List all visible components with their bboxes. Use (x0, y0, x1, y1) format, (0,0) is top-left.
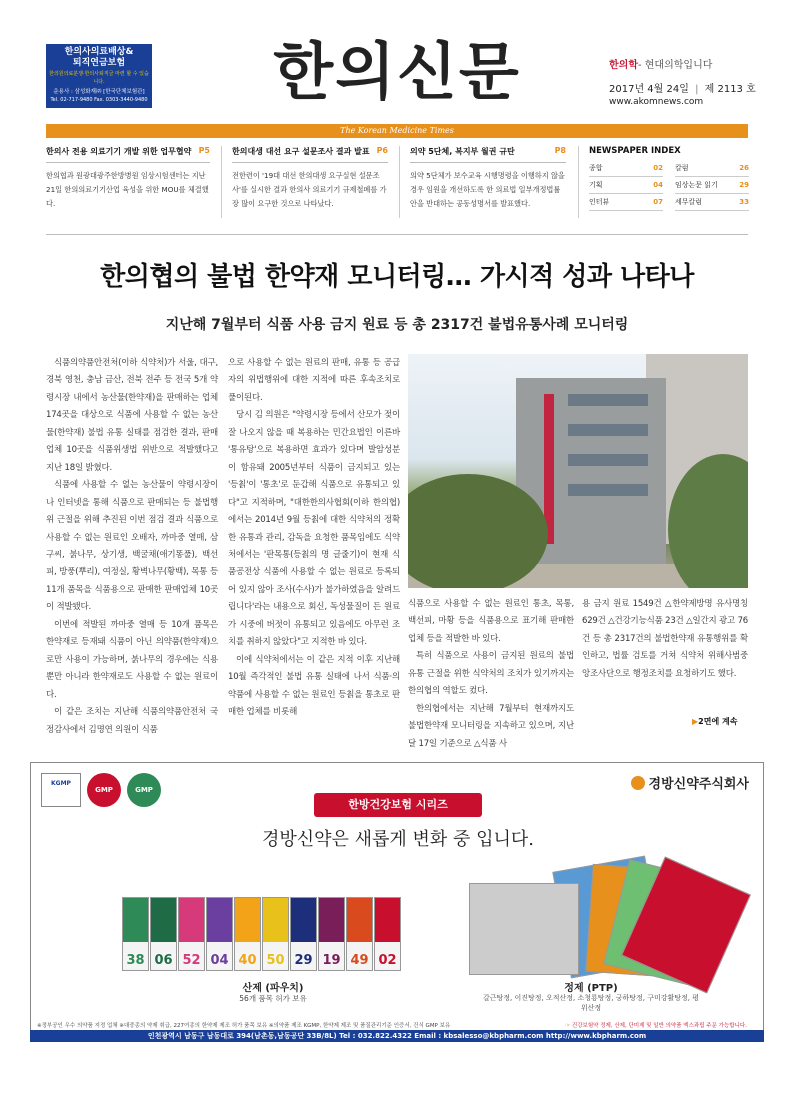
powder-box (150, 897, 177, 971)
tablet-packs-image (469, 863, 739, 975)
powder-box-color (375, 898, 400, 942)
powder-product-boxes (122, 897, 401, 971)
powder-box-color (207, 898, 232, 942)
triangle-right-icon: ▶ (692, 717, 699, 726)
index-item[interactable] (589, 160, 663, 177)
index-item-page: 02 (653, 164, 663, 172)
powder-box (262, 897, 289, 971)
index-item-page: 04 (653, 181, 663, 189)
index-item-name: 종합 (589, 164, 603, 172)
index-item-page: 33 (739, 198, 749, 206)
insurance-ad-box[interactable] (46, 44, 152, 108)
powder-box-number: 52 (179, 953, 204, 968)
gmp-badge: GMP (127, 773, 161, 807)
slogan-highlight: 한의학 (609, 60, 638, 71)
kgmp-badge: KGMP (41, 773, 81, 807)
powder-box-color (123, 898, 148, 942)
teaser-title (46, 146, 210, 163)
insurance-ad-line4: 운용사 : 삼성화재㈜ [한국단체보험관] (53, 89, 145, 95)
ad-contact-footer: 인천광역시 남동구 남동대로 394(남촌동,남동공단 33B/8L) Tel : 032.822.4322 Email : kbsalesso@kbpharm.com http://www.kbpharm.com (30, 1030, 764, 1042)
article-headline: 한의협의 불법 한약재 모니터링… 가시적 성과 나타나 (100, 262, 694, 292)
powder-box (122, 897, 149, 971)
teaser-page: P8 (554, 146, 566, 155)
site-url[interactable]: www.akomnews.com (609, 97, 704, 107)
issue-date-line: 2017년 4월 24일 | 제 2113 호 (609, 84, 756, 95)
index-item-name: 기획 (589, 181, 603, 189)
article-column-1 (46, 355, 218, 739)
building-photo (408, 354, 748, 588)
powder-box-color (291, 898, 316, 942)
article-paragraph: 식품의약품안전처(이하 식약처)가 서울, 대구, 경북 영천, 충남 금산, 전북 전주 등 전국 5개 약령시장 내에서 농산물(한약재)을 판매하는 업체 174곳을 대상으로 식품에 사용할 수 없는 농산물(한약재) 불법 유통 실태를 점검한 결과, 판매업체 10곳을 식품위생법 위반으로 적발했다고 지난 18일 밝혔다. (46, 358, 218, 473)
powder-label: 산제 (파우치) (242, 983, 304, 994)
teaser-3[interactable] (410, 146, 566, 211)
continued-link[interactable] (692, 716, 737, 727)
teaser-page: P6 (376, 146, 388, 155)
tablet-label: 정제 (PTP) (564, 983, 618, 994)
teaser-title-text: 한의대생 대선 요구 설문조사 결과 발표 (232, 147, 370, 156)
powder-box-number: 40 (235, 953, 260, 968)
article-paragraph: 용 금지 원료 1549건 △한약제방명 유사명칭 629건 △건강기능식품 23건 △일간지 광고 76건 등 총 2317건의 불법한약재 유통행위를 확인하고, 법률 검토를 거쳐 식약처 위해사범중앙조사단으로 행정조치를 요청하기도 했다. (582, 599, 748, 679)
article-column-4 (582, 596, 748, 683)
powder-box (234, 897, 261, 971)
teaser-title-text: 한의사 전용 의료기기 개발 위한 업무협약 (46, 147, 192, 156)
powder-box-number: 38 (123, 953, 148, 968)
index-item[interactable] (675, 177, 749, 194)
newspaper-index (589, 146, 749, 211)
article-subhead: 지난해 7월부터 식품 사용 금지 원료 등 총 2317건 불법유통사례 모니터링 (165, 317, 629, 333)
article-paragraph: 식품에 사용할 수 없는 농산물이 약령시장이나 인터넷을 통해 식품으로 판매되는 등 불법행위 근절을 위해 추진된 이번 점검 결과 식품으로 사용할 수 없는 원료인 오배자, 까마중 열매, 삼구씨, 붉나무, 상기생, 백굴채(애기똥풀), 백선피, 방풍(뿌리), 여정실, 황벽나무(황백), 목통 등 11개 품목을 식품용으로 판매한 판매업체 10곳이 적발됐다. (46, 480, 218, 613)
index-item-name: 세무칼럼 (675, 198, 703, 206)
teaser-2[interactable] (232, 146, 388, 211)
powder-box-number: 29 (291, 953, 316, 968)
ad-tagline: 경방신약은 새롭게 변화 중 입니다. (261, 829, 535, 850)
powder-box-color (263, 898, 288, 942)
ad-fine-print: ※정부공인 우수 의약품 지정 업체 ※대중종의 약제 취급, 227여종의 한약제 제조 허가 품목 보유 ※의약품 제조 KGMP, 한약제 제조 및 품질관리기준 인증서, 건식 GMP 보유 (37, 1023, 451, 1029)
teaser-title (410, 146, 566, 163)
ad-order-note: ☞ 건강보험약 정제, 산제, 단미제 및 일반 의약품 엑스과립 주문 가능합니다. (565, 1023, 747, 1029)
index-title: NEWSPAPER INDEX (589, 146, 681, 156)
teaser-1[interactable] (46, 146, 210, 211)
index-item[interactable] (675, 160, 749, 177)
teaser-body: 한의협과 원광대광주한방병원 임상시험센터는 지난 21일 한의의료기기산업 육성을 위한 MOU를 체결했다. (46, 171, 209, 208)
index-item[interactable] (675, 194, 749, 211)
company-name-text: 경방신약주식회사 (648, 777, 749, 792)
index-item-name: 칼럼 (675, 164, 689, 172)
issue-number: 제 2113 호 (704, 84, 756, 95)
company-logo-icon (631, 776, 645, 790)
insurance-ad-line2: 퇴직연금보험 (72, 58, 126, 68)
powder-box-color (235, 898, 260, 942)
index-item-page: 07 (653, 198, 663, 206)
powder-box-color (347, 898, 372, 942)
powder-box-number: 06 (151, 953, 176, 968)
powder-box (206, 897, 233, 971)
teaser-title (232, 146, 388, 163)
article-paragraph: 이에 식약처에서는 이 같은 지적 이후 지난해 10월 즉각적인 불법 유통 실태에 나서 식품·의약품에 사용할 수 없는 원료인 등칡을 통초로 판매한 업체를 비롯해 (228, 654, 400, 718)
english-title-bar: The Korean Medicine Times (46, 124, 748, 138)
issue-date: 2017년 4월 24일 (609, 84, 689, 95)
powder-box-color (151, 898, 176, 942)
powder-box-number: 02 (375, 953, 400, 968)
teaser-divider (399, 146, 400, 218)
masthead-slogan (609, 56, 712, 71)
index-item-name: 임상논문 읽기 (675, 181, 718, 189)
insurance-ad-line5: Tel. 02-717-9480 Fax. 0303-3440-9480 (50, 97, 148, 103)
teaser-divider (578, 146, 579, 218)
certification-badges (41, 773, 161, 807)
index-item-page: 29 (739, 181, 749, 189)
article-paragraph: 당시 김 의원은 "약령시장 등에서 산모가 젖이 잘 나오지 않을 때 복용하는 민간요법인 이른바 '통유탕'으로 복용하면 효과가 있다며 발암성분이 함유돼 2005년부터 식품이 금지되고 있는 '등칡'이 '통초'로 둔갑해 식품으로 유통되고 있다"고 지적하며, "대한한의사협회(이하 한의협)에서는 2014년 9월 등칡에 대한 식약처의 정확한 유통과 관리, 감독을 요청한 품목임에도 식약처에서는 '판목통(등칡의 명 글줄기)이 현재 식품공전상 식품에 사용할 수 없는 원료로 등록되어 있지 않아 조사(수사)가 불가하였음을 알려드립니다'라는 내용으로 회신, 독성물질이 든 원료가 시중에 버젓이 유통되고 있음에도 아무런 조치를 취하지 않았다"고 지적한 바 있다. (228, 410, 400, 648)
article-column-3 (408, 596, 574, 753)
tablet-sublabel: 갈근탕정, 이진탕정, 오적산정, 소청룡탕정, 궁하탕정, 구미강활탕정, 평위산정 (482, 994, 700, 1012)
index-item[interactable] (589, 177, 663, 194)
powder-box (290, 897, 317, 971)
article-paragraph: 이 같은 조치는 지난해 식품의약품안전처 국정감사에서 김명연 의원이 식품 (46, 707, 218, 735)
teaser-body: 의약 5단체가 보수교육 시행명령을 이행하지 않을 경우 임원을 개선하도록 한 의료법 일부개정법률안을 반대하는 공동성명서를 발표했다. (410, 171, 565, 208)
powder-box (318, 897, 345, 971)
powder-box-number: 49 (347, 953, 372, 968)
teaser-page: P5 (198, 146, 210, 155)
index-item-page: 26 (739, 164, 749, 172)
article-column-2 (228, 355, 400, 722)
insurance-ad-line1: 한의사의료배상& (64, 47, 134, 57)
teaser-title-text: 의약 5단체, 복지부 월권 규탄 (410, 147, 515, 156)
powder-sublabel: 56개 품목 허가 보유 (239, 994, 307, 1003)
powder-box (374, 897, 401, 971)
powder-box-number: 50 (263, 953, 288, 968)
continued-text: 2면에 계속 (698, 717, 738, 726)
article-paragraph: 식품으로 사용할 수 없는 원료인 통초, 목통, 백선피, 마황 등을 식품용으로 표기해 판매한 업체 등을 적발한 바 있다. (408, 599, 574, 644)
company-name (631, 773, 749, 792)
teaser-body: 전한련이 '19대 대선 한의대생 요구실현 설문조사'를 실시한 결과 한의사 의료기기 규제철폐를 가장 많이 요구한 것으로 나타났다. (232, 171, 387, 208)
powder-box (178, 897, 205, 971)
article-paragraph: 으로 사용할 수 없는 원료의 판매, 유통 등 공급자의 위법행위에 대한 지적에 따른 후속조치로 풀이된다. (228, 358, 400, 403)
teaser-divider (221, 146, 222, 218)
series-label: 한방건강보험 시리즈 (314, 793, 482, 817)
gmp-badge: GMP (87, 773, 121, 807)
insurance-ad-line3: 한의원의료분쟁·한의사퇴직금 마련 할 수 있습니다. (49, 71, 149, 85)
index-item-name: 인터뷰 (589, 198, 610, 206)
powder-box-color (179, 898, 204, 942)
index-item[interactable] (589, 194, 663, 211)
powder-box (346, 897, 373, 971)
article-paragraph: 특히 식품으로 사용이 금지된 원료의 불법 유통 근절을 위한 식약처의 조치가 있기까지는 한의협의 역할도 컸다. (408, 651, 574, 697)
article-paragraph: 한의협에서는 지난해 7월부터 현재까지도 불법한약재 모니터링을 지속하고 있으며, 지난달 17일 기준으로 △식품 사 (408, 703, 574, 749)
powder-box-number: 04 (207, 953, 232, 968)
section-divider (46, 234, 748, 235)
pharma-advertisement[interactable] (30, 762, 764, 1040)
newspaper-logo: 한의신문 (273, 35, 521, 108)
powder-box-color (319, 898, 344, 942)
slogan-rest: - 현대의학입니다 (637, 60, 713, 71)
powder-box-number: 19 (319, 953, 344, 968)
article-paragraph: 이번에 적발된 까마중 열매 등 10개 품목은 한약재로 등재돼 식품이 아닌 의약품(한약재)으로만 사용이 가능하며, 붉나무의 경우에는 식용뿐만 아니라 한약재로도 사용할 수 없는 원료이다. (46, 619, 218, 700)
